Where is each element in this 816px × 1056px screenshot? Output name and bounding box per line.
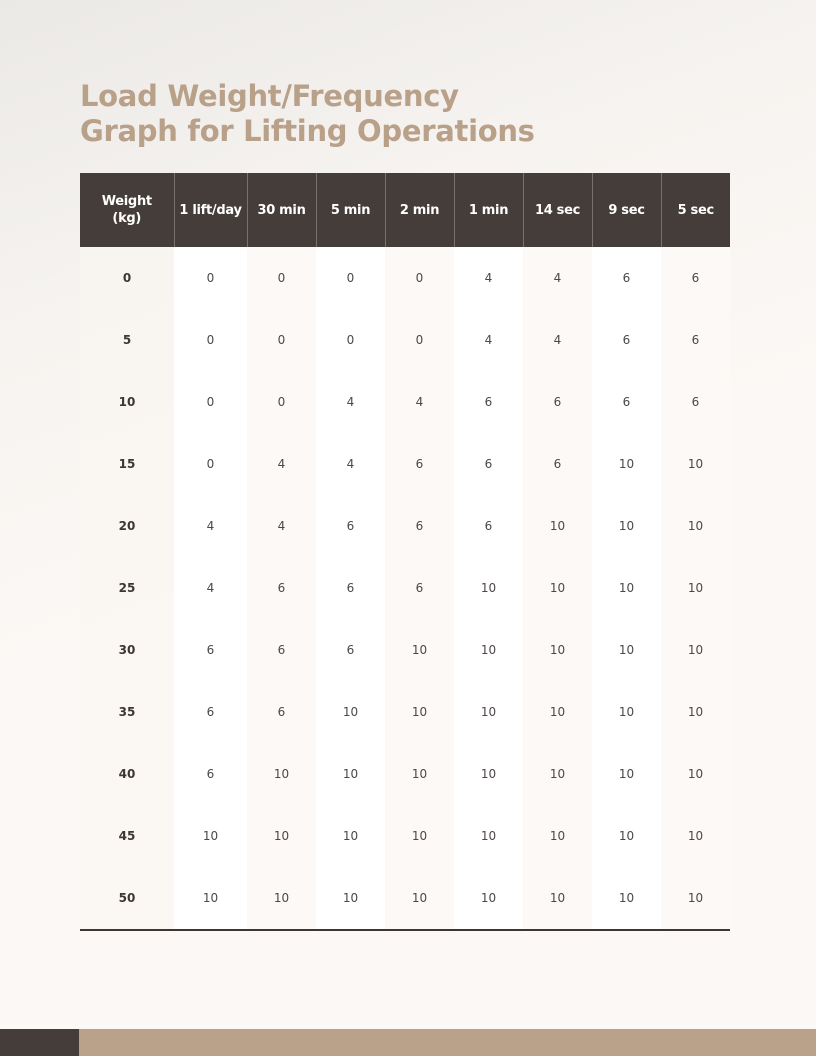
value-cell: 10 [592, 681, 661, 743]
table-row [80, 371, 730, 433]
value-cell: 10 [454, 805, 523, 867]
value-cell: 10 [247, 743, 316, 805]
value-cell: 6 [247, 557, 316, 619]
weight-cell: 25 [80, 557, 174, 619]
value-cell: 10 [523, 867, 592, 930]
value-cell: 6 [174, 619, 247, 681]
value-cell: 0 [316, 309, 385, 371]
value-cell: 0 [247, 371, 316, 433]
value-cell: 10 [661, 805, 730, 867]
value-cell: 6 [592, 247, 661, 309]
value-cell: 10 [661, 743, 730, 805]
value-cell: 4 [523, 247, 592, 309]
value-cell: 10 [385, 867, 454, 930]
value-cell: 4 [316, 433, 385, 495]
table-row [80, 805, 730, 867]
load-frequency-table [80, 173, 730, 931]
table-row [80, 681, 730, 743]
footer-bar-dark [0, 1029, 79, 1056]
value-cell: 0 [174, 247, 247, 309]
value-cell: 10 [523, 743, 592, 805]
value-cell: 0 [247, 309, 316, 371]
value-cell: 4 [316, 371, 385, 433]
footer-bar-tan [79, 1029, 816, 1056]
value-cell: 4 [174, 557, 247, 619]
header-5-min: 5 min [316, 173, 385, 247]
value-cell: 10 [523, 495, 592, 557]
value-cell: 6 [661, 247, 730, 309]
value-cell: 10 [385, 681, 454, 743]
value-cell: 4 [523, 309, 592, 371]
weight-cell: 10 [80, 371, 174, 433]
title-line-1: Load Weight/Frequency [80, 79, 459, 113]
value-cell: 6 [661, 371, 730, 433]
value-cell: 4 [454, 309, 523, 371]
value-cell: 6 [316, 557, 385, 619]
header-weight-unit: (kg) [112, 211, 142, 226]
table-row [80, 495, 730, 557]
value-cell: 10 [592, 619, 661, 681]
weight-cell: 35 [80, 681, 174, 743]
value-cell: 0 [247, 247, 316, 309]
weight-cell: 30 [80, 619, 174, 681]
value-cell: 0 [316, 247, 385, 309]
value-cell: 6 [174, 743, 247, 805]
value-cell: 4 [454, 247, 523, 309]
value-cell: 10 [661, 557, 730, 619]
value-cell: 4 [247, 433, 316, 495]
value-cell: 6 [592, 371, 661, 433]
weight-cell: 45 [80, 805, 174, 867]
value-cell: 0 [174, 309, 247, 371]
table-row [80, 743, 730, 805]
value-cell: 6 [592, 309, 661, 371]
header-weight-label: Weight [101, 194, 152, 209]
value-cell: 10 [661, 619, 730, 681]
value-cell: 0 [174, 371, 247, 433]
value-cell: 10 [592, 867, 661, 930]
weight-cell: 0 [80, 247, 174, 309]
value-cell: 6 [523, 433, 592, 495]
value-cell: 10 [523, 805, 592, 867]
value-cell: 10 [385, 805, 454, 867]
weight-cell: 5 [80, 309, 174, 371]
value-cell: 10 [316, 805, 385, 867]
value-cell: 10 [661, 681, 730, 743]
header-14-sec: 14 sec [523, 173, 592, 247]
title-line-2: Graph for Lifting Operations [80, 114, 535, 148]
value-cell: 6 [523, 371, 592, 433]
value-cell: 6 [661, 309, 730, 371]
value-cell: 10 [592, 557, 661, 619]
value-cell: 0 [385, 309, 454, 371]
header-2-min: 2 min [385, 173, 454, 247]
value-cell: 10 [247, 805, 316, 867]
value-cell: 6 [316, 619, 385, 681]
header-9-sec: 9 sec [592, 173, 661, 247]
value-cell: 10 [523, 619, 592, 681]
value-cell: 4 [174, 495, 247, 557]
value-cell: 10 [174, 805, 247, 867]
table-row [80, 309, 730, 371]
value-cell: 10 [316, 867, 385, 930]
value-cell: 10 [316, 743, 385, 805]
value-cell: 10 [316, 681, 385, 743]
value-cell: 10 [523, 557, 592, 619]
weight-cell: 15 [80, 433, 174, 495]
value-cell: 0 [385, 247, 454, 309]
value-cell: 10 [454, 557, 523, 619]
value-cell: 10 [592, 433, 661, 495]
weight-cell: 20 [80, 495, 174, 557]
value-cell: 6 [454, 433, 523, 495]
value-cell: 10 [661, 433, 730, 495]
value-cell: 10 [385, 619, 454, 681]
value-cell: 6 [247, 681, 316, 743]
value-cell: 10 [454, 681, 523, 743]
header-5-sec: 5 sec [661, 173, 730, 247]
weight-cell: 40 [80, 743, 174, 805]
value-cell: 6 [454, 371, 523, 433]
value-cell: 10 [454, 867, 523, 930]
page-title [80, 79, 535, 149]
value-cell: 10 [661, 867, 730, 930]
header-30-min: 30 min [247, 173, 316, 247]
value-cell: 0 [174, 433, 247, 495]
header-1-min: 1 min [454, 173, 523, 247]
value-cell: 4 [247, 495, 316, 557]
header-1-lift-day: 1 lift/day [174, 173, 247, 247]
table-row [80, 247, 730, 309]
value-cell: 10 [592, 743, 661, 805]
value-cell: 10 [247, 867, 316, 930]
table-body [80, 247, 730, 930]
value-cell: 6 [454, 495, 523, 557]
value-cell: 10 [592, 495, 661, 557]
value-cell: 6 [385, 495, 454, 557]
value-cell: 10 [661, 495, 730, 557]
table-header-row [80, 173, 730, 247]
value-cell: 6 [385, 433, 454, 495]
value-cell: 10 [592, 805, 661, 867]
table-row [80, 619, 730, 681]
table-row [80, 557, 730, 619]
header-weight [80, 173, 174, 247]
table-row [80, 433, 730, 495]
value-cell: 10 [454, 619, 523, 681]
value-cell: 6 [247, 619, 316, 681]
value-cell: 6 [385, 557, 454, 619]
weight-cell: 50 [80, 867, 174, 930]
value-cell: 6 [174, 681, 247, 743]
value-cell: 10 [454, 743, 523, 805]
value-cell: 10 [385, 743, 454, 805]
value-cell: 6 [316, 495, 385, 557]
table-row [80, 867, 730, 930]
value-cell: 10 [174, 867, 247, 930]
value-cell: 10 [523, 681, 592, 743]
value-cell: 4 [385, 371, 454, 433]
